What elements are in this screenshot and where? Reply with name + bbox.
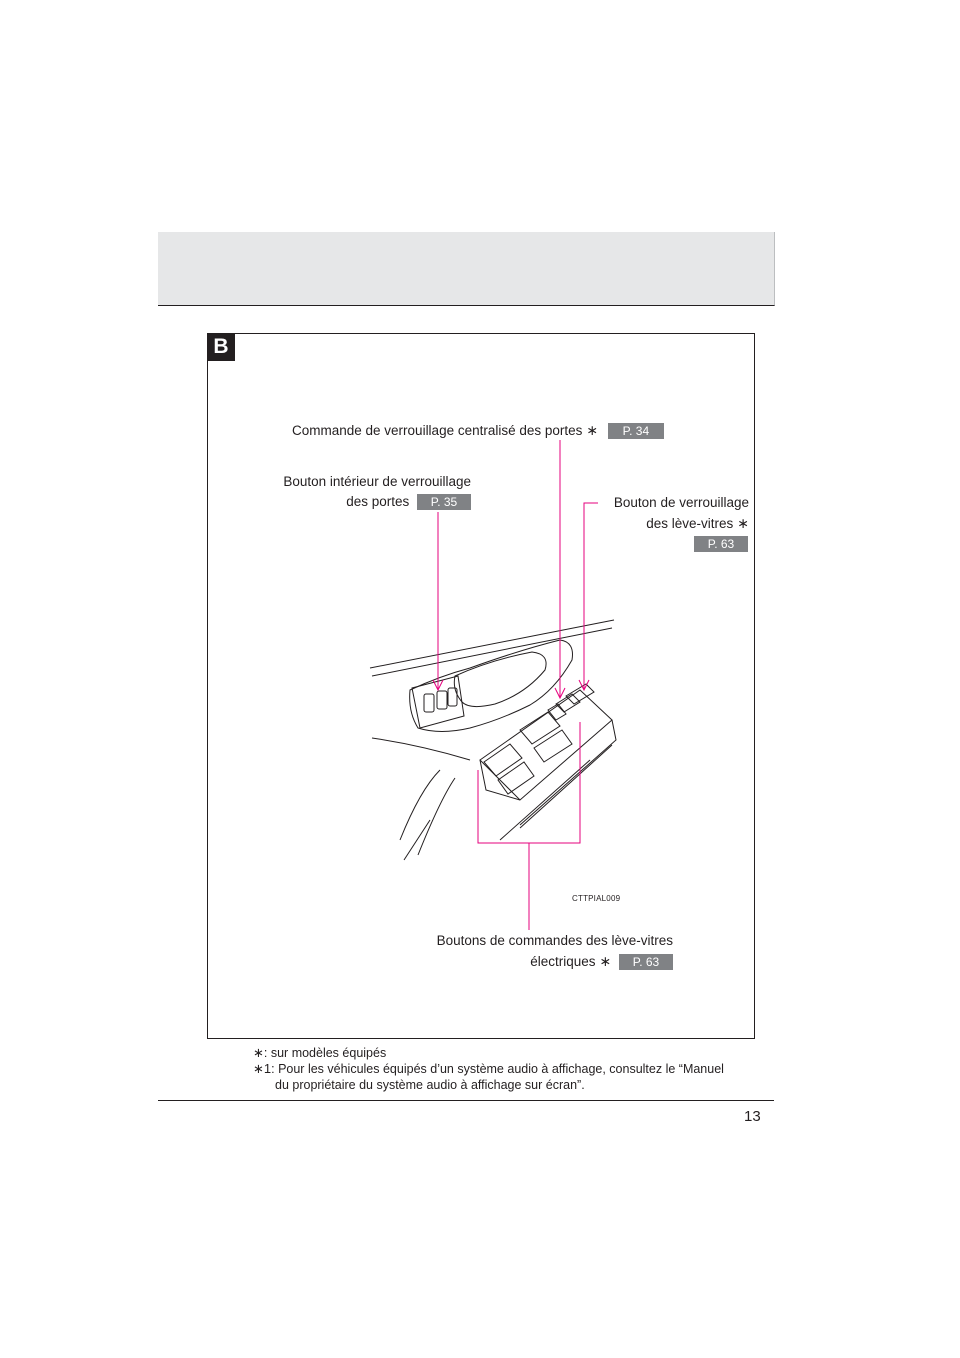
section-badge: B [207,333,235,361]
page-ref-badge: P. 63 [619,954,673,970]
inner-lock-line2: des portes [346,494,410,509]
handle-recess [454,652,546,707]
central-lock-text: Commande de verrouillage centralisé des portes [292,423,583,438]
window-switches-line1: Boutons de commandes des lève-vitres [436,933,673,948]
door-curve-3 [418,778,455,855]
inner-lock-line1: Bouton intérieur de verrouillage [283,474,471,489]
footnote-2 [253,1061,724,1077]
asterisk-icon: ∗1 [253,1061,272,1076]
footnotes [253,1045,724,1093]
page-ref-badge: P. 34 [608,423,664,439]
door-curve-1 [372,738,470,760]
door-drawing [370,620,616,860]
footnote-text: du propriétaire du système audio à affichage sur écran”. [275,1078,585,1092]
asterisk-icon: ∗ [599,953,612,969]
footnote-1 [253,1045,724,1061]
window-switches-line2: électriques [530,954,596,969]
window-switch-1 [484,744,522,776]
footnote-text: : Pour les véhicules équipés d’un système audio à affichage, consultez le “Manuel [271,1062,724,1076]
door-curve-2 [400,770,440,840]
footnote-text: : sur modèles équipés [263,1046,387,1060]
door-top-line-2 [372,628,612,676]
bottom-rule [158,1100,774,1101]
window-lock-line1: Bouton de verrouillage [613,495,749,510]
footnote-2-cont [253,1077,724,1093]
switch-panel [480,690,612,800]
page-ref-badge: P. 63 [694,536,748,552]
page-ref-badge: P. 35 [417,494,471,510]
page-number: 13 [744,1108,761,1125]
door-curve-4 [404,820,430,860]
window-switch-2 [498,762,534,794]
central-lock-button [566,684,594,704]
panel-line-a [500,760,590,840]
panel-line-b [520,745,612,828]
window-lock-line2: des lève-vitres [646,516,734,531]
window-switch-4 [534,730,572,762]
asterisk-icon: ∗ [586,422,599,438]
lock-switch-b [437,691,447,709]
image-code: CTTPIAL009 [572,894,621,903]
lock-switch-a [424,694,434,712]
callout-central-lock [292,420,664,441]
asterisk-icon: ∗ [737,515,749,531]
handle-bezel [410,640,573,732]
asterisk-icon: ∗ [253,1045,264,1060]
callout-inner-lock [260,472,471,512]
callout-window-lock [560,493,749,534]
callout-window-switches [400,931,673,972]
